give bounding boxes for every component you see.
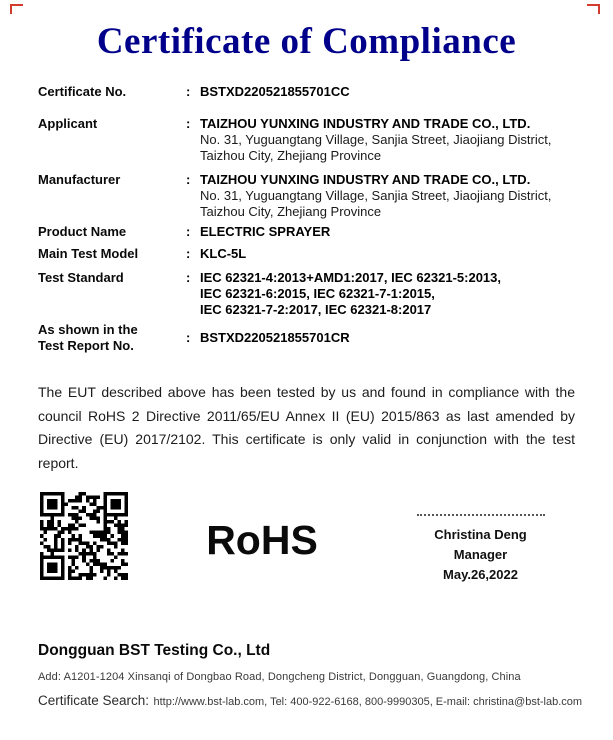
footer (38, 642, 593, 710)
field-manufacturer: Manufacturer : TAIZHOU YUNXING INDUSTRY AND TRADE CO., LTD. No. 31, Yuguangtang Village, Sanjia Street, Jiaojiang District, Taizhou City, Zhejiang Province (38, 172, 583, 220)
applicant-name: TAIZHOU YUNXING INDUSTRY AND TRADE CO., LTD. (200, 116, 531, 131)
signature-date: May.26,2022 (443, 567, 518, 582)
lab-company-name: Dongguan BST Testing Co., Ltd (38, 642, 271, 659)
logo-signature-band (0, 492, 613, 607)
certificate-title: Certificate of Compliance (96, 21, 517, 62)
certificate-fields (38, 84, 583, 354)
field-test-standard: Test Standard : IEC 62321-4:2013+AMD1:2017, IEC 62321-5:2013, IEC 62321-6:2015, IEC 62321-7-1:2015, IEC 62321-7-2:2017, IEC 62321-8:2017 (38, 270, 583, 318)
field-label: As shown in the Test Report No. (38, 322, 138, 353)
certificate-search-label: Certificate Search: (38, 693, 150, 708)
signer-name: Christina Deng (434, 527, 527, 542)
field-product-name: Product Name : ELECTRIC SPRAYER (38, 224, 583, 240)
applicant-address-1: No. 31, Yuguangtang Village, Sanjia Street, Jiaojiang District, (200, 132, 552, 147)
manufacturer-name: TAIZHOU YUNXING INDUSTRY AND TRADE CO., LTD. (200, 172, 531, 187)
field-test-report-no: As shown in the Test Report No. : BSTXD220521855701CR (38, 322, 583, 354)
field-label: Main Test Model (38, 246, 139, 261)
field-label: Product Name (38, 224, 127, 239)
rohs-logo: RoHS (206, 517, 318, 563)
compliance-statement: The EUT described above has been tested by us and found in compliance with the council RoHS 2 Directive 2011/65/EU Annex II (EU) 2015/863 as last amended by Directive (EU) 2017/2102. This certificate is only valid in conjunction with the test report. (38, 384, 575, 471)
signature-dotted-line (417, 514, 545, 516)
test-standard-line-2: IEC 62321-6:2015, IEC 62321-7-1:2015, (200, 286, 435, 301)
field-label: Applicant (38, 116, 98, 131)
field-label: Test Standard (38, 270, 124, 285)
product-name-value: ELECTRIC SPRAYER (200, 224, 331, 239)
test-standard-line-3: IEC 62321-7-2:2017, IEC 62321-8:2017 (200, 302, 432, 317)
field-applicant: Applicant : TAIZHOU YUNXING INDUSTRY AND TRADE CO., LTD. No. 31, Yuguangtang Village, Sanjia Street, Jiaojiang District, Taizhou City, Zhejiang Province (38, 116, 583, 164)
red-corner-mark-left (10, 4, 23, 14)
signature-block (403, 514, 558, 585)
field-certificate-no: Certificate No. : BSTXD220521855701CC (38, 84, 583, 100)
field-label: Manufacturer (38, 172, 121, 187)
test-standard-line-1: IEC 62321-4:2013+AMD1:2017, IEC 62321-5:2013, (200, 270, 501, 285)
manufacturer-address-2: Taizhou City, Zhejiang Province (200, 204, 382, 219)
applicant-address-2: Taizhou City, Zhejiang Province (200, 148, 382, 163)
test-model-value: KLC-5L (200, 246, 247, 261)
test-report-number-value: BSTXD220521855701CR (200, 330, 350, 345)
certificate-search-contacts: http://www.bst-lab.com, Tel: 400-922-6168, 800-9990305, E-mail: christina@bst-lab.com (153, 696, 583, 708)
field-main-test-model: Main Test Model : KLC-5L (38, 246, 583, 262)
certificate-number-value: BSTXD220521855701CC (200, 84, 350, 99)
red-corner-mark-right (587, 4, 600, 14)
lab-address: Add: A1201-1204 Xinsanqi of Dongbao Road, Dongcheng District, Dongguan, Guangdong, China (38, 671, 521, 683)
field-label: Certificate No. (38, 84, 127, 99)
manufacturer-address-1: No. 31, Yuguangtang Village, Sanjia Street, Jiaojiang District, (200, 188, 552, 203)
signer-role: Manager (453, 547, 508, 562)
qr-code-icon (40, 492, 128, 580)
certificate-search-line (38, 692, 593, 710)
